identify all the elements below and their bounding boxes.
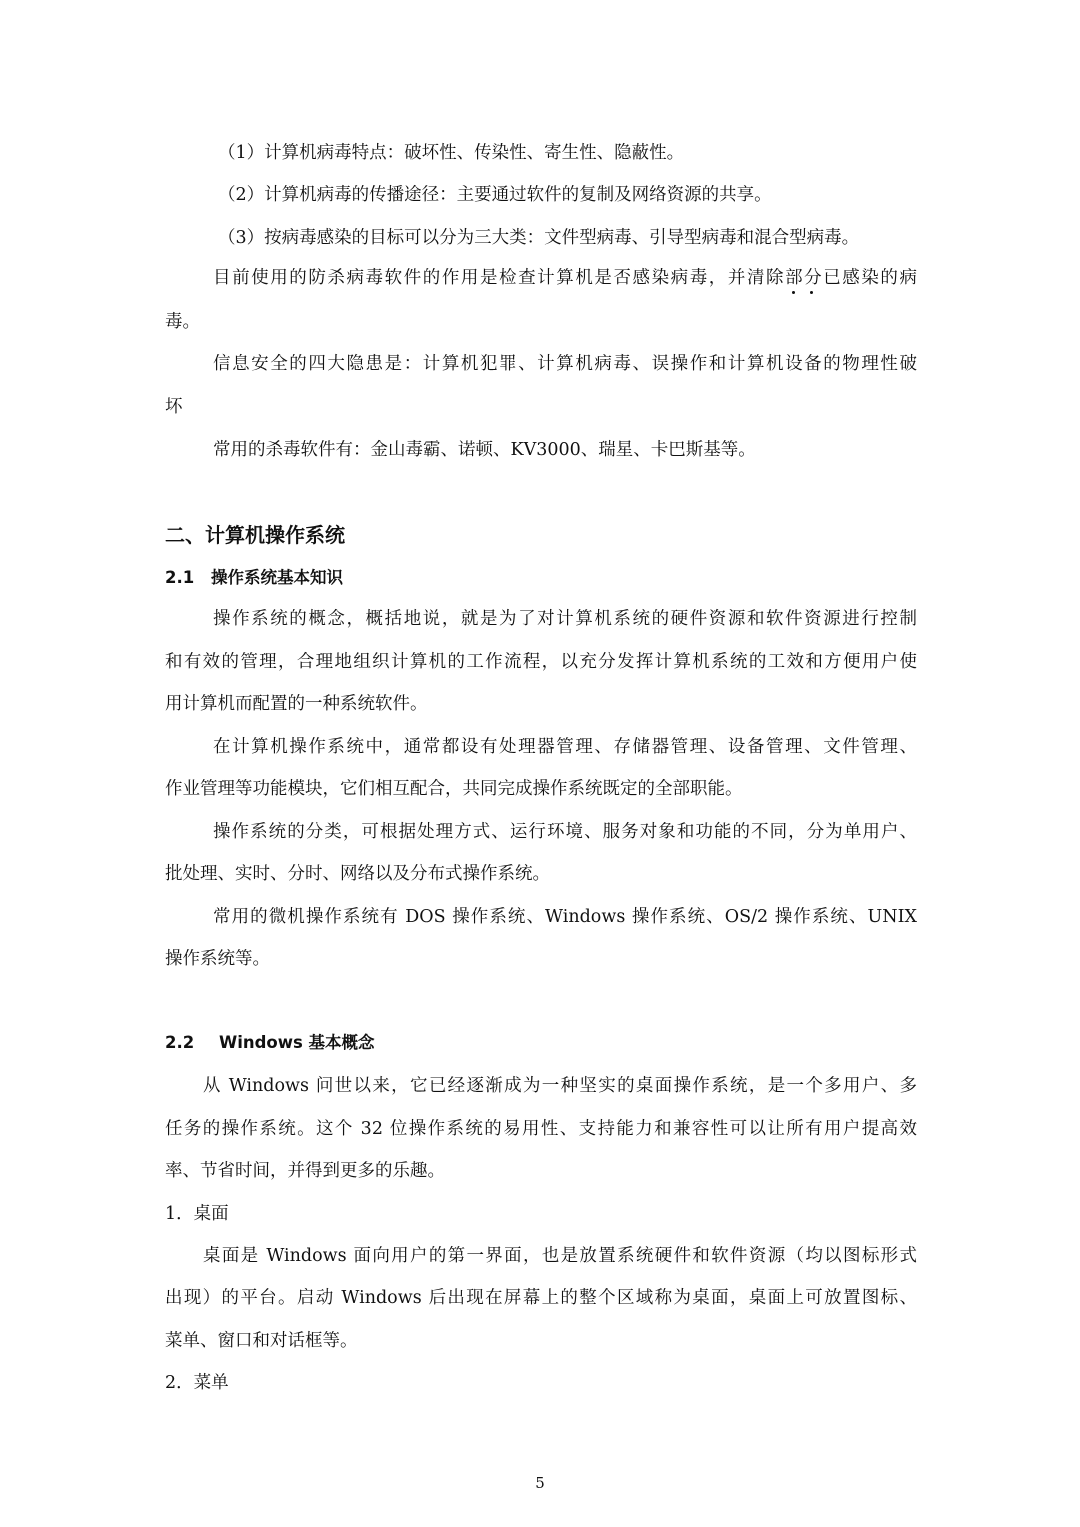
os-modules-line: 在计算机操作系统中，通常都设有处理器管理、存储器管理、设备管理、文件管理、: [213, 737, 917, 757]
list-item-menu: 2．菜单: [165, 1373, 229, 1393]
virus-spread-item: （2）计算机病毒的传播途径：主要通过软件的复制及网络资源的共享。: [218, 185, 772, 205]
windows-intro-line: 从 Windows 问世以来，它已经逐渐成为一种坚实的桌面操作系统，是一个多用户、多: [203, 1076, 917, 1096]
desktop-paragraph-line: 出现）的平台。启动 Windows 后出现在屏幕上的整个区域称为桌面，桌面上可放置图标、: [165, 1288, 917, 1308]
virus-category-item: （3）按病毒感染的目标可以分为三大类：文件型病毒、引导型病毒和混合型病毒。: [218, 228, 860, 248]
os-concept-line: 操作系统的概念，概括地说，就是为了对计算机系统的硬件资源和软件资源进行控制: [213, 609, 917, 629]
security-paragraph-line: 信息安全的四大隐患是：计算机犯罪、计算机病毒、误操作和计算机设备的物理性破: [213, 354, 917, 374]
common-os-line: 常用的微机操作系统有 DOS 操作系统、Windows 操作系统、OS/2 操作系统、UNIX: [213, 907, 917, 927]
subsection-heading: [165, 566, 343, 590]
windows-intro-line: 率、节省时间，并得到更多的乐趣。: [165, 1161, 445, 1181]
os-concept-line: 用计算机而配置的一种系统软件。: [165, 694, 428, 714]
section-heading: 二、计算机操作系统: [165, 523, 345, 547]
subsection-title: Windows 基本概念: [219, 1033, 375, 1052]
antivirus-paragraph-line: 毒。: [165, 312, 200, 332]
os-classification-line: 操作系统的分类，可根据处理方式、运行环境、服务对象和功能的不同，分为单用户、: [213, 822, 917, 842]
emphasis-dots: [789, 291, 819, 297]
antivirus-paragraph-line: 目前使用的防杀病毒软件的作用是检查计算机是否感染病毒，并清除部分已感染的病: [213, 268, 917, 288]
virus-feature-item: （1）计算机病毒特点：破坏性、传染性、寄生性、隐蔽性。: [218, 143, 685, 163]
page-number: 5: [535, 1474, 545, 1492]
security-paragraph-line: 坏: [165, 397, 183, 417]
windows-intro-line: 任务的操作系统。这个 32 位操作系统的易用性、支持能力和兼容性可以让所有用户提高效: [165, 1119, 917, 1139]
desktop-paragraph-line: 桌面是 Windows 面向用户的第一界面，也是放置系统硬件和软件资源（均以图标形式: [203, 1246, 917, 1266]
os-concept-line: 和有效的管理，合理地组织计算机的工作流程，以充分发挥计算机系统的工效和方便用户使: [165, 652, 917, 672]
subsection-title: 操作系统基本知识: [211, 568, 343, 587]
antivirus-software-line: 常用的杀毒软件有：金山毒霸、诺顿、KV3000、瑞星、卡巴斯基等。: [213, 440, 756, 460]
common-os-line: 操作系统等。: [165, 949, 270, 969]
os-classification-line: 批处理、实时、分时、网络以及分布式操作系统。: [165, 864, 550, 884]
subsection-heading: [165, 1031, 375, 1055]
list-item-desktop: 1．桌面: [165, 1204, 229, 1224]
subsection-number: 2.2: [165, 1033, 195, 1052]
os-modules-line: 作业管理等功能模块，它们相互配合，共同完成操作系统既定的全部职能。: [165, 779, 743, 799]
subsection-number: 2.1: [165, 568, 195, 587]
desktop-paragraph-line: 菜单、窗口和对话框等。: [165, 1331, 358, 1351]
